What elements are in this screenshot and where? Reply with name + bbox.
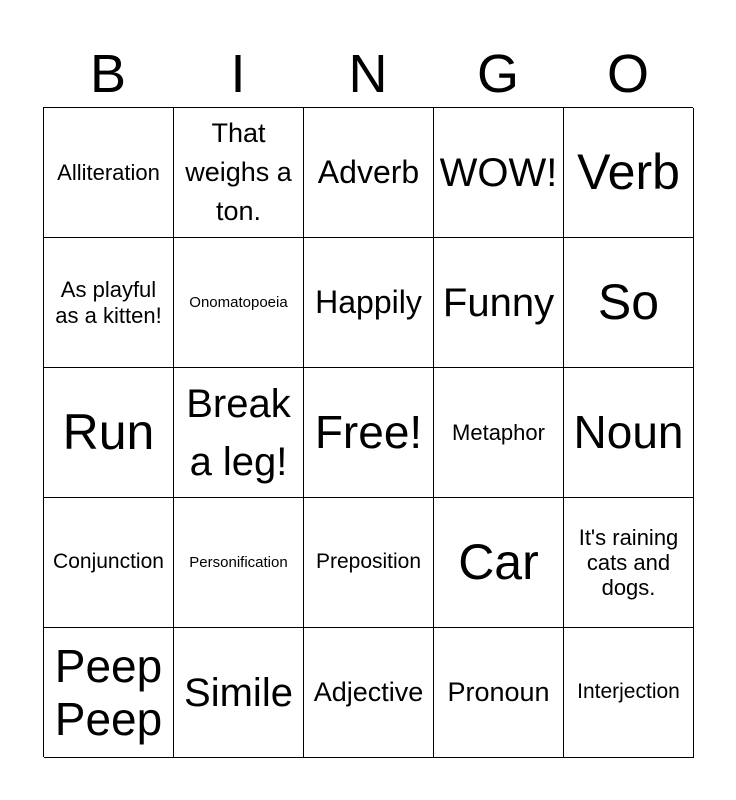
- bingo-cell[interactable]: Personification: [174, 498, 304, 628]
- bingo-cell[interactable]: Free!: [304, 368, 434, 498]
- bingo-cell[interactable]: Run: [44, 368, 174, 498]
- bingo-cell[interactable]: Car: [434, 498, 564, 628]
- bingo-cell[interactable]: WOW!: [434, 108, 564, 238]
- bingo-cell[interactable]: Onomatopoeia: [174, 238, 304, 368]
- header-letter-i: I: [230, 44, 246, 104]
- bingo-cell[interactable]: Pronoun: [434, 628, 564, 758]
- bingo-cell[interactable]: That weighs a ton.: [174, 108, 304, 238]
- bingo-cell[interactable]: Metaphor: [434, 368, 564, 498]
- bingo-cell[interactable]: Happily: [304, 238, 434, 368]
- bingo-cell[interactable]: Funny: [434, 238, 564, 368]
- bingo-cell[interactable]: So: [564, 238, 694, 368]
- bingo-cell[interactable]: Adverb: [304, 108, 434, 238]
- bingo-cell[interactable]: Break a leg!: [174, 368, 304, 498]
- header-letter-o: O: [606, 44, 649, 104]
- header-letter-g: G: [476, 44, 519, 104]
- bingo-cell[interactable]: It's raining cats and dogs.: [564, 498, 694, 628]
- bingo-cell[interactable]: Conjunction: [44, 498, 174, 628]
- bingo-cell[interactable]: Interjection: [564, 628, 694, 758]
- bingo-board: [43, 107, 693, 757]
- bingo-cell[interactable]: Simile: [174, 628, 304, 758]
- bingo-cell[interactable]: Preposition: [304, 498, 434, 628]
- bingo-cell[interactable]: Alliteration: [44, 108, 174, 238]
- bingo-header: [43, 42, 693, 106]
- bingo-cell[interactable]: As playful as a kitten!: [44, 238, 174, 368]
- header-letter-b: B: [89, 44, 127, 104]
- bingo-cell[interactable]: Adjective: [304, 628, 434, 758]
- bingo-cell[interactable]: Noun: [564, 368, 694, 498]
- header-letter-n: N: [348, 44, 388, 104]
- bingo-cell[interactable]: Verb: [564, 108, 694, 238]
- bingo-cell[interactable]: Peep Peep: [44, 628, 174, 758]
